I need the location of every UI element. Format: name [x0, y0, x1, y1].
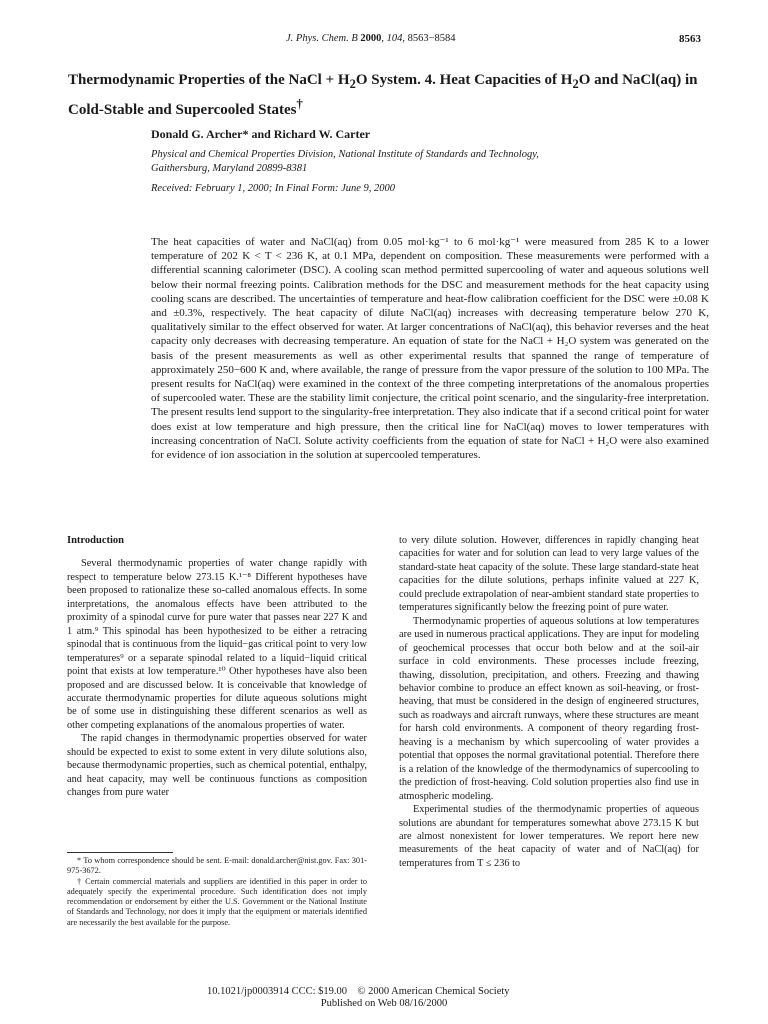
footnotes [67, 856, 367, 928]
left-column [67, 534, 367, 800]
paragraph: to very dilute solution. However, differences in rapidly changing heat capacities for water and for solution can lead to very large values of the standard-state heat capacity of the solute. These large standard-state heat capacities for the dilute solutions, perhaps infinite valued at 227 K, could preclude extrapolation of near-ambient standard state properties to temperatures significantly below the freezing point of pure water. [399, 535, 699, 614]
abstract: The heat capacities of water and NaCl(aq) from 0.05 mol·kg⁻¹ to 6 mol·kg⁻¹ were measured from 285 K to a lower temperature of 202 K < T < 236 K, at 0.1 MPa, dependent on composition. These measurements were performed with a differential scanning calorimeter (DSC). A cooling scan method permitted supercooling of water and aqueous solutions well below their normal freezing points. Calibration methods for the DSC and measurement methods for the heat capacity using cooling scans are described. The uncertainties of temperature and heat-flow calibration coefficient for the DSC were ±0.08 K and ±0.3%, respectively. The heat capacity of dilute NaCl(aq) increases with decreasing temperature below 270 K, qualitatively similar to the effect observed for water. At larger concentrations of NaCl(aq), this behavior reverses and the heat capacity only decreases with decreasing temperature. An equation of state for the NaCl + H₂O system was generated on the basis of the present measurements as well as other experimental results that spanned the range of temperature of approximately 250−600 K and, where available, the range of pressure from the vapor pressure of the solution to 100 MPa. The present results for NaCl(aq) were examined in the context of the three competing interpretations of the anomalous properties of supercooled water. These are the stability limit conjecture, the critical point scenario, and the singularity-free interpretation. The present results lend support to the singularity-free interpretation. They also indicate that if a second critical point for water does exist at low temperature and high pressure, then the critical line for NaCl(aq) moves to lower temperatures with increasing concentration of NaCl. Solute activity coefficients from the equation of state for NaCl + H₂O were also examined for evidence of ion association in the solution at supercooled temperatures. [151, 236, 709, 462]
title-subscript-1: 2 [349, 77, 356, 91]
citation: J. Phys. Chem. B 2000, 104, 8563−8584 [286, 33, 456, 44]
doi-text: 10.1021/jp0003914 CCC: $19.00 [207, 986, 348, 997]
footnote-disclaimer: † Certain commercial materials and suppliers are identified in this paper in order to adequately specify the experimental procedure. Such identification does not imply recommendation or endorsement by either the U.S. Government or the National Institute of Standards and Technology, nor does it imply that the equipment or materials identified are necessarily the best available for the purpose. [67, 876, 367, 927]
section-heading-introduction: Introduction [67, 535, 124, 546]
journal-volume: 104 [386, 33, 403, 44]
title-footnote-mark: † [296, 97, 303, 111]
paragraph: Several thermodynamic properties of water change rapidly with respect to temperature below 273.15 K.¹⁻⁸ Different hypotheses have been proposed to rationalize these so-called anomalous effects. In some interpretations, the anomalous effects have been attributed to the proximity of a spinodal curve for pure water that passes near 227 K and 1 atm.⁹ This spinodal has been hypothesized to be either a retracing spinodal that is continuous from the liquid−gas critical point to very low temperatures⁹ or a separate spinodal related to a liquid−liquid critical point that exists at low temperature.¹⁰ Other hypotheses have also been proposed and are discussed below. It is conceivable that knowledge of accurate thermodynamic properties for dilute aqueous solutions might be of some use in distinguishing these different scenarios as well as other competing explanations of the anomalous properties of water. [67, 558, 367, 731]
right-column [399, 534, 699, 870]
page-number: 8563 [679, 33, 701, 45]
title-part-2: O System. 4. Heat Capacities of H [355, 72, 573, 88]
received-dates: Received: February 1, 2000; In Final Form: June 9, 2000 [151, 183, 396, 194]
paragraph: Thermodynamic properties of aqueous solutions at low temperatures are used in numerous practical applications. They are input for modeling of geochemical processes that occur both below and at the soil-air surface in cold environments. These processes include freezing, thawing, dissolution, precipitation, and others. Freezing and thawing behavior combine to produce an effect known as soil-heaving, or frost-heaving, that must be considered in the design of engineered structures, such as roadways and aircraft runways, where these structures are meant for harsh cold environments. A component of theory regarding frost-heaving is a mechanism by which supercooling of water provides a potential that opposes the normal gravitational potential. Therefore there is a relation of the knowledge of the thermodynamics of supercooling to the prediction of frost-heaving. Cold solution properties also find use in atmospheric modeling. [399, 615, 699, 802]
journal-pages: 8563−8584 [407, 33, 456, 44]
affiliation [151, 148, 711, 176]
paragraph: Experimental studies of the thermodynamic properties of aqueous solutions are abundant for temperatures somewhat above 273.15 K but are almost nonexistent for lower temperatures. We report here new measurements of the heat capacity of water and of NaCl(aq) for temperatures from T ≤ 236 to [399, 804, 699, 869]
affiliation-line-2: Gaithersburg, Maryland 20899-8381 [151, 163, 308, 174]
journal-year: 2000 [360, 33, 382, 44]
affiliation-line-1: Physical and Chemical Properties Division, National Institute of Standards and Technology, [151, 149, 539, 160]
title-part-3: O and NaCl(aq) in Cold-Stable and Supercooled States [68, 72, 698, 118]
paragraph: The rapid changes in thermodynamic properties observed for water should be expected to exist to some extent in very dilute solutions also, because thermodynamic properties, such as chemical potential, enthalpy, and heat capacity, may well be continuous functions as composition changes from pure water [67, 733, 367, 799]
footer-doi-line [207, 986, 510, 997]
footnote-divider [67, 852, 173, 853]
footnote-correspondence: * To whom correspondence should be sent. E-mail: donald.archer@nist.gov. Fax: 301-975-3672. [67, 856, 367, 876]
journal-name: J. Phys. Chem. B [286, 33, 358, 44]
copyright-text: © 2000 American Chemical Society [357, 986, 510, 997]
title-part-1: Thermodynamic Properties of the NaCl + H [68, 72, 350, 88]
published-date: Published on Web 08/16/2000 [320, 998, 448, 1009]
article-title [68, 70, 708, 120]
running-header [0, 33, 768, 49]
authors: Donald G. Archer* and Richard W. Carter [151, 127, 371, 141]
title-subscript-2: 2 [572, 77, 579, 91]
